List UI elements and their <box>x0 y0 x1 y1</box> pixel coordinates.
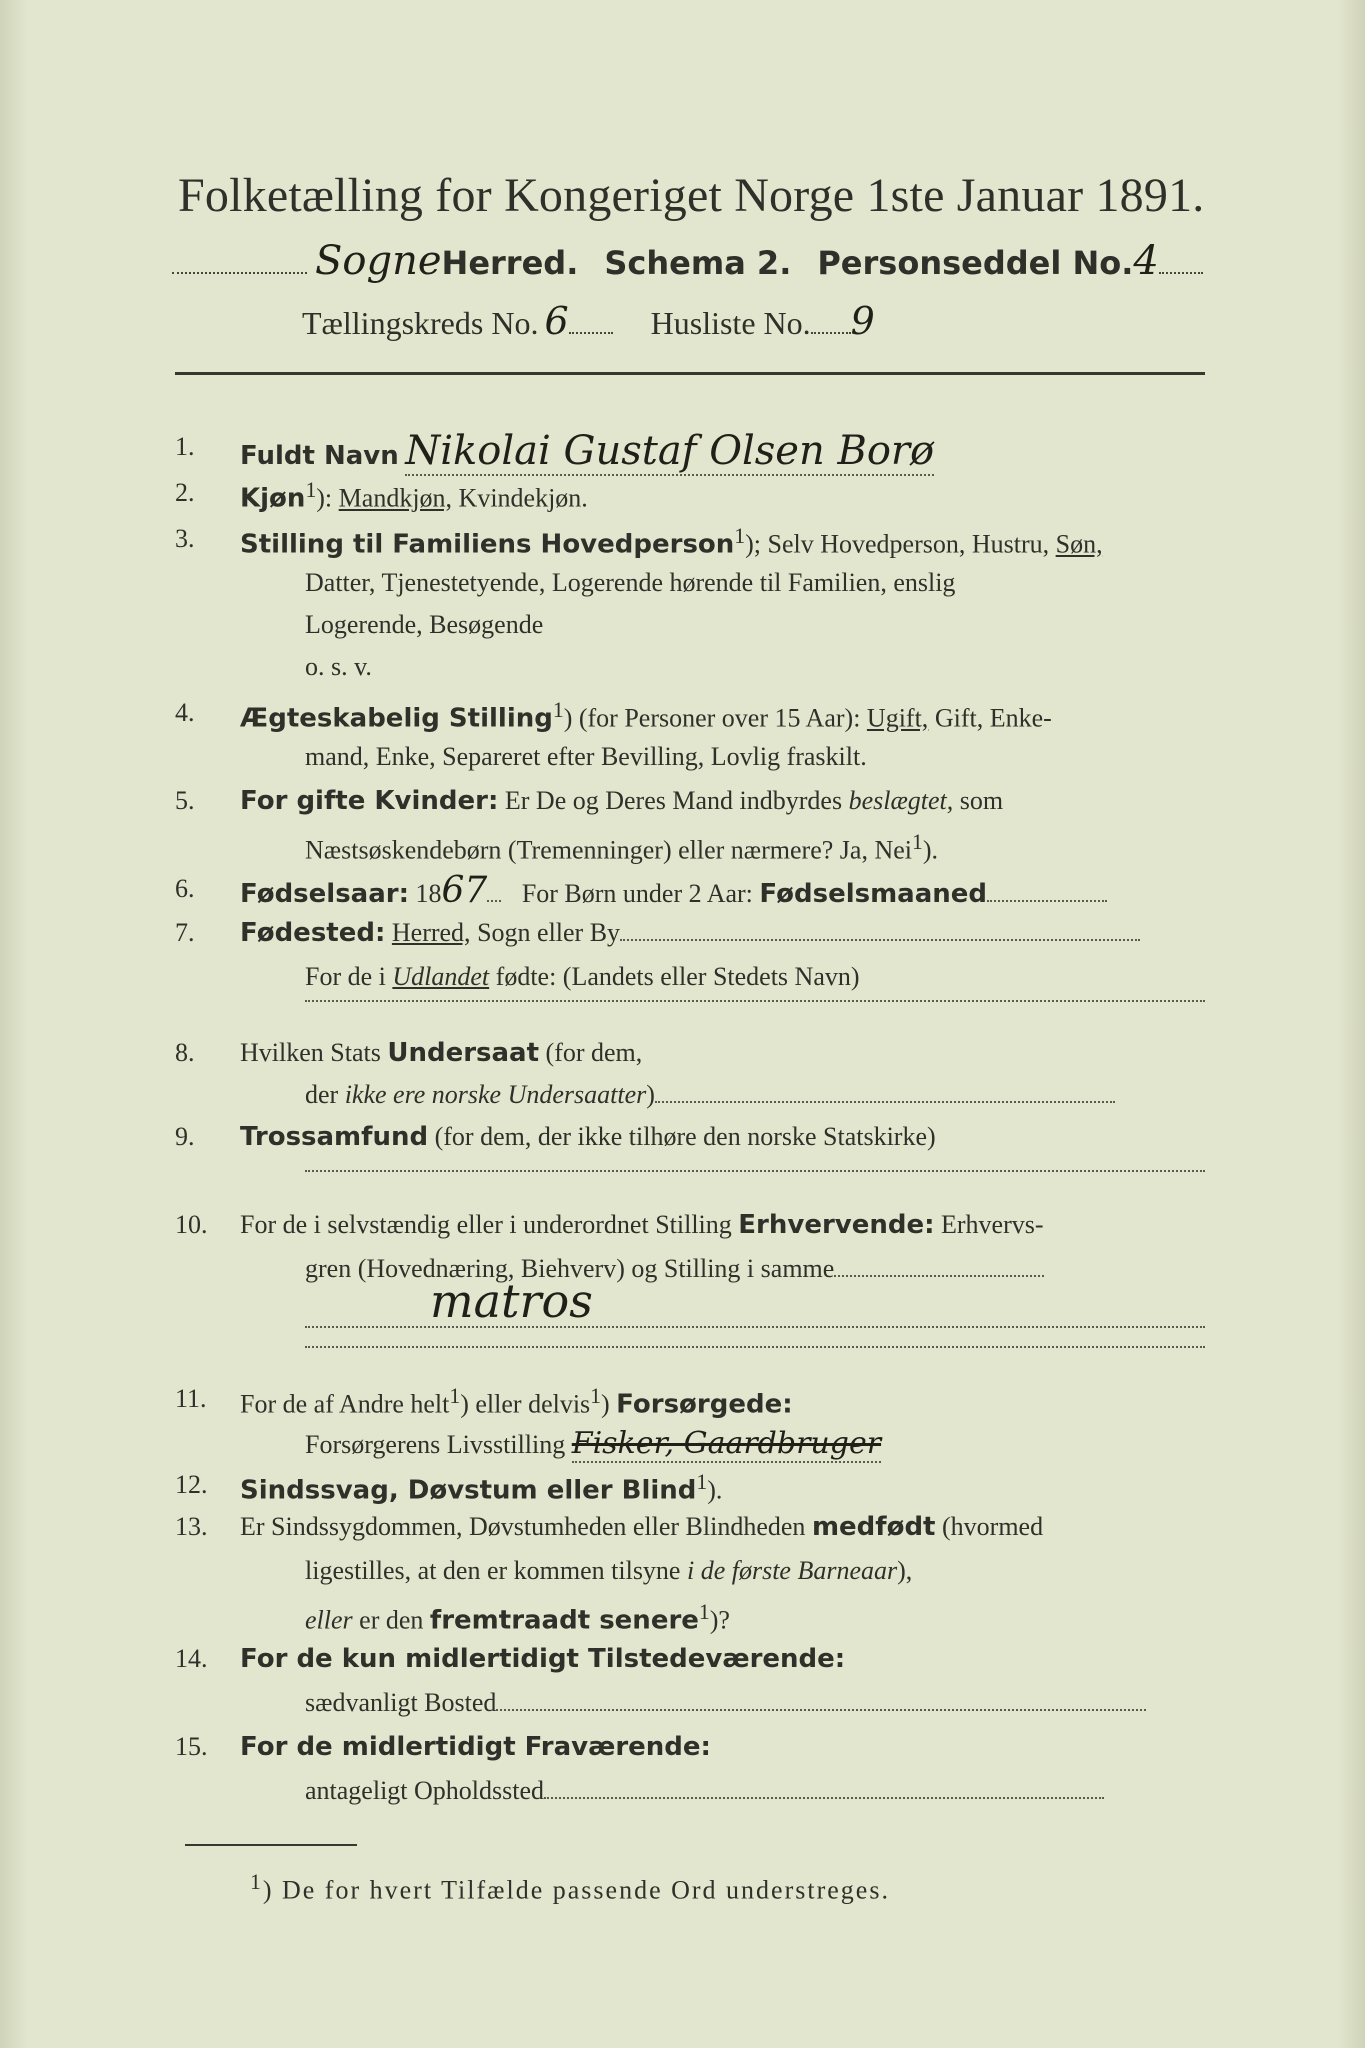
q5-row-b: Næstsøskendebørn (Tremenninger) eller nærmere? Ja, Nei$^1$). <box>305 830 938 865</box>
q5-row-a: For gifte Kvinder: Er De og Deres Mand indbyrdes beslægtet, som <box>240 786 1004 816</box>
q14-number: 14. <box>175 1644 208 1673</box>
q6-value: 67 <box>441 870 488 911</box>
q9-label: Trossamfund <box>240 1122 429 1152</box>
q4-row-a: Ægteskabelig Stilling$^1$) (for Personer over 15 Aar): Ugift, Gift, Enke- <box>240 698 1052 734</box>
q3-label: Stilling til Familiens Hovedperson <box>240 529 735 560</box>
q10-row-b: gren (Hovednæring, Biehverv) og Stilling i samme <box>305 1254 1044 1284</box>
header-rule <box>175 372 1205 375</box>
q2-row: Kjøn$^1$): Mandkjøn, Kvindekjøn. <box>240 478 588 514</box>
q7-blank-line <box>305 1000 1205 1002</box>
q2-option: Kvindekjøn. <box>458 483 588 513</box>
q15-row-b: antageligt Opholdssted <box>305 1776 1104 1806</box>
herred-line <box>172 236 1203 288</box>
q8-row-b: der ikke ere norske Undersaatter) <box>305 1080 1115 1110</box>
q3-option-selected: Søn, <box>1055 529 1103 559</box>
q1-value: Nikolai Gustaf Olsen Borø <box>405 428 935 474</box>
q4-row-b: mand, Enke, Separeret efter Bevilling, Lovlig fraskilt. <box>305 742 867 771</box>
q13-row-a: Er Sindssygdommen, Døvstumheden eller Blindheden medfødt (hvormed <box>240 1512 1044 1542</box>
herred-value: Sogne <box>315 238 442 284</box>
q7-row-a: Fødested: Herred, Sogn eller By <box>240 918 1140 948</box>
q15-label: For de midlertidigt Fraværende: <box>240 1732 711 1762</box>
q12-label: Sindssvag, Døvstum eller Blind <box>240 1475 697 1506</box>
q11-row-a: For de af Andre helt$^1$) eller delvis$^1$) Forsørgede: <box>240 1384 793 1420</box>
q3-number: 3. <box>175 524 195 553</box>
q15-row-a <box>240 1732 711 1762</box>
q9-blank-line <box>305 1170 1205 1172</box>
q12-number: 12. <box>175 1470 208 1499</box>
q9-row: Trossamfund (for dem, der ikke tilhøre den norske Statskirke) <box>240 1122 936 1152</box>
q5-number: 5. <box>175 786 195 815</box>
husliste-label: Husliste No. <box>650 305 811 341</box>
q6-row: Fødselsaar: 1867 For Børn under 2 Aar: Fødselsmaaned <box>240 870 1107 911</box>
kreds-value: 6 <box>544 299 569 343</box>
page-edge-right <box>1337 0 1365 2048</box>
q8-row-a: Hvilken Stats Undersaat (for dem, <box>240 1038 643 1068</box>
q10-blank-line <box>305 1346 1205 1348</box>
q3-row-b: Datter, Tjenestetyende, Logerende hørende til Familien, enslig <box>305 568 956 597</box>
herred-label: Herred. <box>441 244 579 282</box>
footnote: $^1$) De for hvert Tilfælde passende Ord understreges. <box>250 1870 890 1905</box>
schema-label: Schema 2. <box>604 244 792 282</box>
q6-number: 6. <box>175 874 195 903</box>
q8-number: 8. <box>175 1038 195 1067</box>
q10-label: For de i selvstændig eller i underordnet Stilling <box>240 1210 732 1239</box>
q7-row-b: For de i Udlandet fødte: (Landets eller Stedets Navn) <box>305 962 860 991</box>
q3-row-c: Logerende, Besøgende <box>305 610 544 639</box>
form-title: Folketælling for Kongeriget Norge 1ste Januar 1891. <box>178 169 1205 222</box>
husliste-value: 9 <box>850 299 875 343</box>
personseddel-value: 4 <box>1133 238 1159 284</box>
q4-label: Ægteskabelig Stilling <box>240 703 553 734</box>
q5-label: For gifte Kvinder: <box>240 786 499 816</box>
kreds-label: Tællingskreds No. <box>302 305 539 341</box>
q7-option-selected: Herred, <box>391 918 471 947</box>
page-edge-left <box>0 0 28 2048</box>
q7-number: 7. <box>175 918 195 947</box>
q6-label: Fødselsaar: <box>240 879 409 909</box>
q10-number: 10. <box>175 1210 208 1239</box>
kreds-line <box>302 296 875 348</box>
personseddel-label: Personseddel No. <box>817 244 1134 282</box>
q4-option-selected: Ugift, <box>866 703 929 733</box>
q2-option-selected: Mandkjøn, <box>338 483 453 513</box>
q9-number: 9. <box>175 1122 195 1151</box>
q11-value: Fisker, Gaardbruger <box>571 1426 882 1461</box>
q2-number: 2. <box>175 478 195 507</box>
q10-value-line <box>305 1274 1205 1328</box>
q1-row <box>240 428 934 474</box>
q13-number: 13. <box>175 1512 208 1541</box>
q2-label: Kjøn <box>240 483 306 514</box>
q11-number: 11. <box>175 1384 207 1413</box>
q4-number: 4. <box>175 698 195 727</box>
q11-row-b: Forsørgerens Livsstilling Fisker, Gaardbruger <box>305 1426 882 1461</box>
q14-row-b: sædvanligt Bosted <box>305 1688 1146 1718</box>
q15-number: 15. <box>175 1732 208 1761</box>
q14-row-a <box>240 1644 845 1674</box>
q14-label: For de kun midlertidigt Tilstedeværende: <box>240 1644 846 1674</box>
q10-row-a: For de i selvstændig eller i underordnet Stilling Erhvervende: Erhvervs- <box>240 1210 1044 1240</box>
footnote-rule <box>185 1844 357 1846</box>
q10-value: matros <box>430 1274 593 1328</box>
q12-row: Sindssvag, Døvstum eller Blind$^1$). <box>240 1470 723 1506</box>
q13-row-c: eller er den fremtraadt senere$^1$)? <box>305 1600 730 1636</box>
q1-number: 1. <box>175 432 195 461</box>
q3-row-d: o. s. v. <box>305 652 372 681</box>
q11-label: Forsørgede: <box>616 1389 793 1420</box>
q13-row-b: ligestilles, at den er kommen tilsyne i de første Barneaar), <box>305 1556 913 1585</box>
q1-label: Fuldt Navn <box>240 441 399 471</box>
q3-row-a: Stilling til Familiens Hovedperson$^1$); Selv Hovedperson, Hustru, Søn, <box>240 524 1103 560</box>
q7-label: Fødested: <box>240 918 386 948</box>
